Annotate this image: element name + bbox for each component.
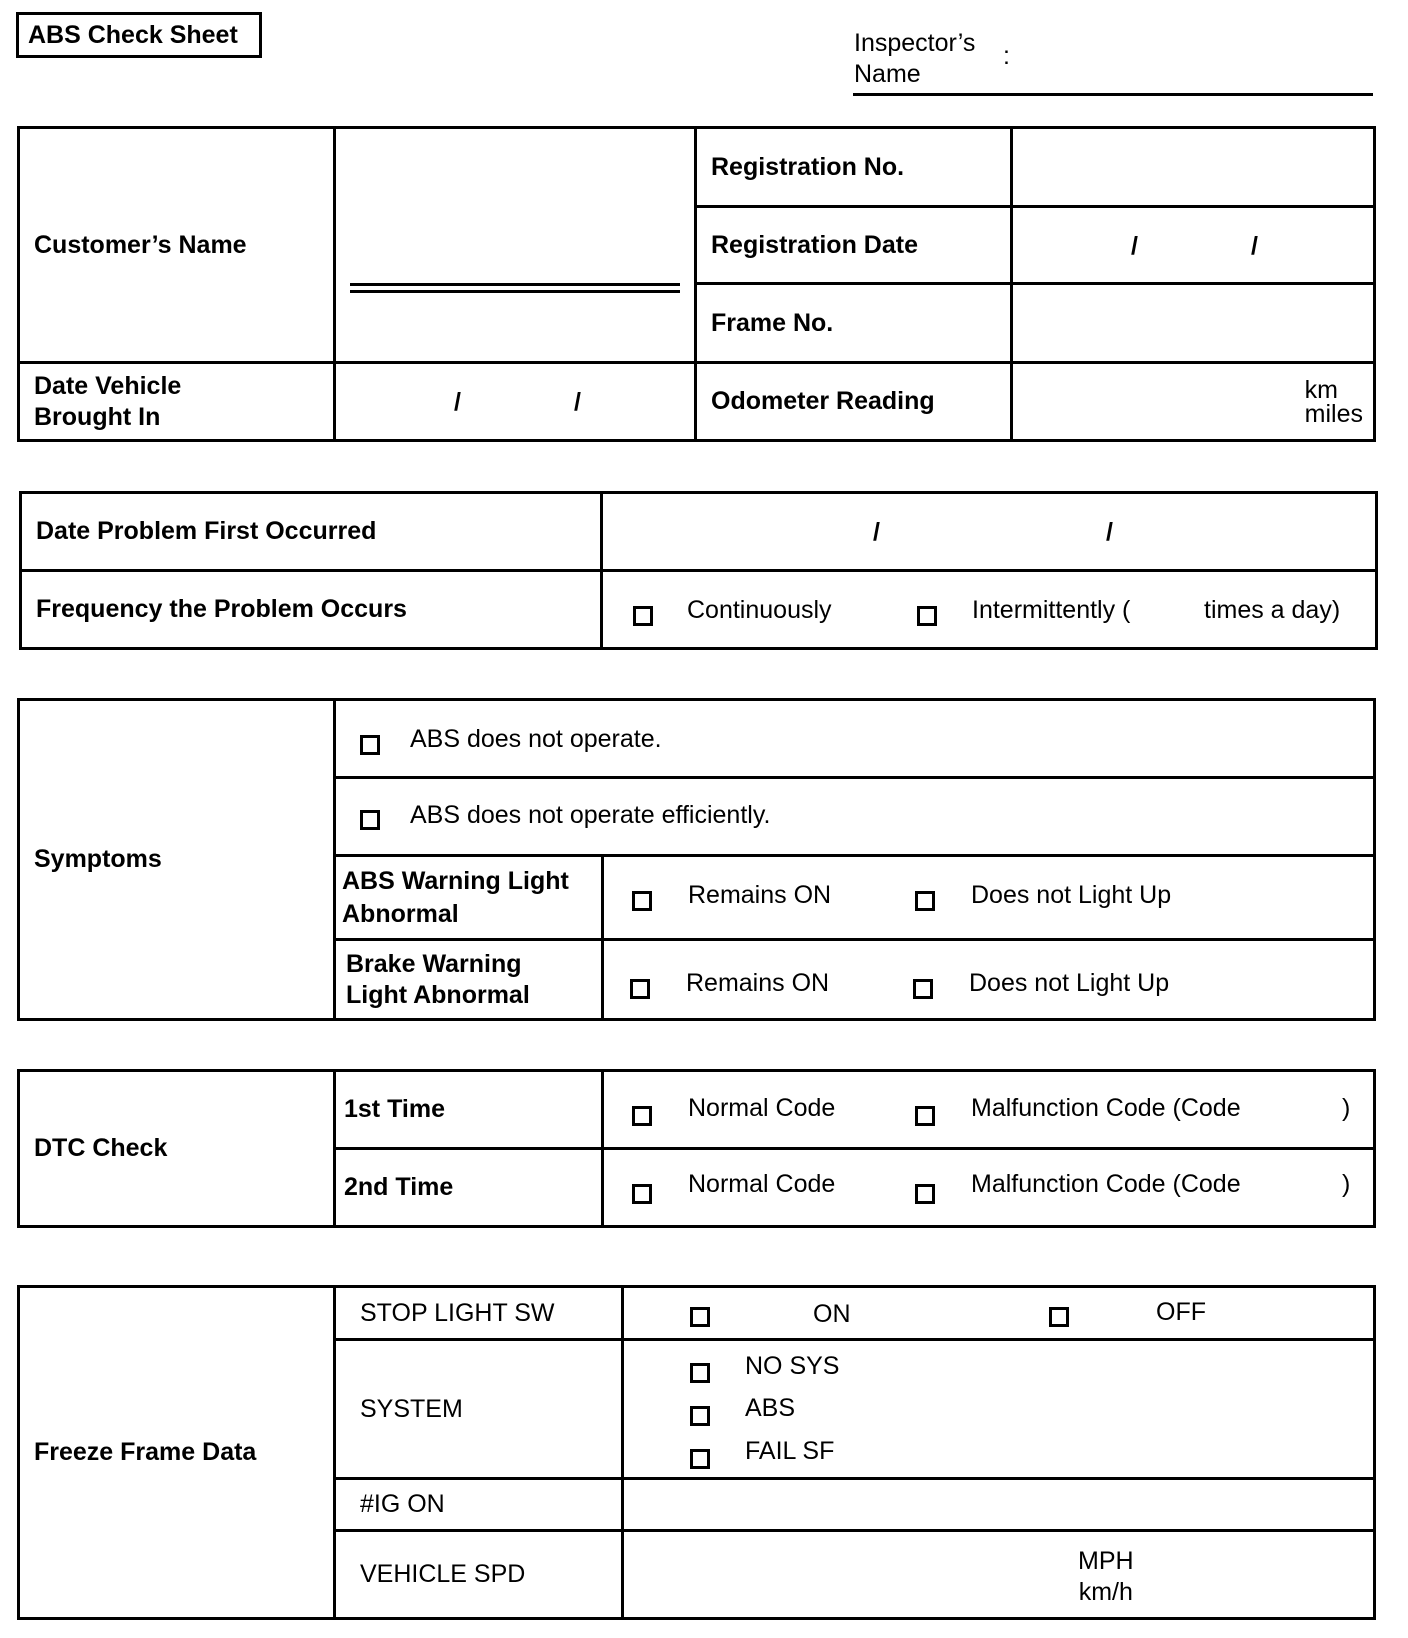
- fail-sf-label: FAIL SF: [745, 1437, 835, 1465]
- registration-no-field[interactable]: [1012, 128, 1375, 207]
- brake-warning-line1: Brake Warning: [346, 949, 522, 978]
- no-sys-label: NO SYS: [745, 1352, 840, 1380]
- brake-warning-no-light-label: Does not Light Up: [969, 969, 1170, 997]
- stop-light-on-label: ON: [813, 1300, 851, 1328]
- odometer-unit-miles: miles: [1304, 400, 1363, 428]
- second-malfunction-code-checkbox[interactable]: [915, 1184, 935, 1204]
- vehicle-info-table: [17, 126, 1376, 442]
- brake-warning-light-label: [335, 940, 603, 1020]
- first-normal-code-checkbox[interactable]: [632, 1106, 652, 1126]
- odometer-units: [1305, 378, 1363, 426]
- customer-name-field[interactable]: [335, 128, 696, 363]
- abs-not-efficient-label: ABS does not operate efficiently.: [410, 801, 771, 829]
- abs-warning-light-options: [603, 856, 1375, 940]
- abs-not-operate-label: ABS does not operate.: [410, 725, 662, 753]
- stop-light-off-checkbox[interactable]: [1049, 1307, 1069, 1327]
- dtc-second-time-label: 2nd Time: [335, 1149, 603, 1227]
- stop-light-off-label: OFF: [1156, 1298, 1206, 1326]
- date-slash: /: [454, 388, 461, 416]
- date-first-occurred-label: Date Problem First Occurred: [21, 493, 602, 571]
- inspector-name-label: [854, 28, 975, 90]
- customer-name-label: Customer’s Name: [19, 128, 335, 363]
- symptom-abs-not-efficient: [335, 778, 1375, 856]
- stop-light-sw-label: STOP LIGHT SW: [335, 1287, 623, 1340]
- registration-date-label: Registration Date: [696, 207, 1012, 284]
- second-normal-code-label: Normal Code: [688, 1170, 836, 1198]
- brake-warning-remains-on-label: Remains ON: [686, 969, 830, 997]
- customer-name-double-line: [350, 283, 680, 293]
- sheet-title: ABS Check Sheet: [16, 12, 262, 58]
- ig-on-field[interactable]: [623, 1479, 1375, 1531]
- symptom-abs-not-operate: [335, 700, 1375, 778]
- first-malfunction-close-paren: ): [1342, 1094, 1351, 1122]
- stop-light-on-checkbox[interactable]: [690, 1307, 710, 1327]
- odometer-label: Odometer Reading: [696, 363, 1012, 441]
- second-malfunction-code-label: Malfunction Code (Code: [971, 1170, 1241, 1198]
- problem-occurrence-table: [19, 491, 1378, 650]
- date-brought-in-label: [19, 363, 335, 441]
- dtc-first-time-options: [603, 1071, 1375, 1149]
- dtc-second-time-options: [603, 1149, 1375, 1227]
- second-malfunction-close-paren: ): [1342, 1170, 1351, 1198]
- abs-not-efficient-checkbox[interactable]: [360, 810, 380, 830]
- frequency-options: [602, 571, 1377, 649]
- abs-system-label: ABS: [745, 1394, 796, 1422]
- vehicle-spd-units: [1078, 1546, 1134, 1608]
- inspector-label-line1: Inspector’s: [854, 29, 976, 57]
- freeze-frame-table: [17, 1285, 1376, 1620]
- date-slash: /: [1251, 232, 1258, 260]
- first-normal-code-label: Normal Code: [688, 1094, 836, 1122]
- abs-warning-no-light-label: Does not Light Up: [971, 881, 1172, 909]
- date-brought-in-line2: Brought In: [34, 402, 161, 431]
- symptoms-table: [17, 698, 1376, 1021]
- stop-light-sw-options: [623, 1287, 1375, 1340]
- abs-not-operate-checkbox[interactable]: [360, 735, 380, 755]
- registration-date-field[interactable]: [1012, 207, 1375, 284]
- times-a-day-label: times a day): [1204, 596, 1341, 624]
- symptoms-label: Symptoms: [19, 700, 335, 1020]
- brake-warning-line2: Light Abnormal: [346, 980, 530, 1009]
- date-brought-in-line1: Date Vehicle: [34, 371, 182, 400]
- frame-no-label: Frame No.: [696, 284, 1012, 363]
- dtc-first-time-label: 1st Time: [335, 1071, 603, 1149]
- vehicle-spd-mph: MPH: [1078, 1547, 1134, 1575]
- date-brought-in-field[interactable]: [335, 363, 696, 441]
- vehicle-spd-field[interactable]: [623, 1531, 1375, 1619]
- ig-on-label: #IG ON: [335, 1479, 623, 1531]
- second-normal-code-checkbox[interactable]: [632, 1184, 652, 1204]
- vehicle-spd-label: VEHICLE SPD: [335, 1531, 623, 1619]
- abs-warning-remains-on-label: Remains ON: [688, 881, 832, 909]
- system-options: [623, 1340, 1375, 1479]
- vehicle-spd-kmh: km/h: [1078, 1578, 1133, 1606]
- continuously-checkbox[interactable]: [633, 606, 653, 626]
- abs-checkbox[interactable]: [690, 1406, 710, 1426]
- date-first-occurred-field[interactable]: [602, 493, 1377, 571]
- first-malfunction-code-label: Malfunction Code (Code: [971, 1094, 1241, 1122]
- continuously-label: Continuously: [687, 596, 832, 624]
- dtc-check-label: DTC Check: [19, 1071, 335, 1227]
- intermittently-checkbox[interactable]: [917, 606, 937, 626]
- odometer-field[interactable]: [1012, 363, 1375, 441]
- abs-warning-line2: Abnormal: [342, 899, 459, 928]
- inspector-colon: :: [1003, 42, 1010, 70]
- abs-warning-line1: ABS Warning Light: [342, 866, 569, 895]
- abs-warning-light-label: [335, 856, 603, 940]
- frequency-label: Frequency the Problem Occurs: [21, 571, 602, 649]
- abs-warning-no-light-checkbox[interactable]: [915, 891, 935, 911]
- registration-no-label: Registration No.: [696, 128, 1012, 207]
- brake-warning-no-light-checkbox[interactable]: [913, 979, 933, 999]
- freeze-frame-label: Freeze Frame Data: [19, 1287, 335, 1619]
- first-malfunction-code-checkbox[interactable]: [915, 1106, 935, 1126]
- date-slash: /: [1131, 232, 1138, 260]
- system-label: SYSTEM: [335, 1340, 623, 1479]
- brake-warning-remains-on-checkbox[interactable]: [630, 979, 650, 999]
- fail-sf-checkbox[interactable]: [690, 1449, 710, 1469]
- dtc-check-table: [17, 1069, 1376, 1228]
- date-slash: /: [873, 518, 880, 546]
- date-slash: /: [574, 388, 581, 416]
- inspector-label-line2: Name: [854, 60, 921, 88]
- odometer-unit-km: km: [1304, 376, 1338, 404]
- frame-no-field[interactable]: [1012, 284, 1375, 363]
- brake-warning-light-options: [603, 940, 1375, 1020]
- intermittently-label: Intermittently (: [972, 596, 1131, 624]
- abs-warning-remains-on-checkbox[interactable]: [632, 891, 652, 911]
- no-sys-checkbox[interactable]: [690, 1363, 710, 1383]
- inspector-name-field[interactable]: [853, 28, 1373, 96]
- date-slash: /: [1106, 518, 1113, 546]
